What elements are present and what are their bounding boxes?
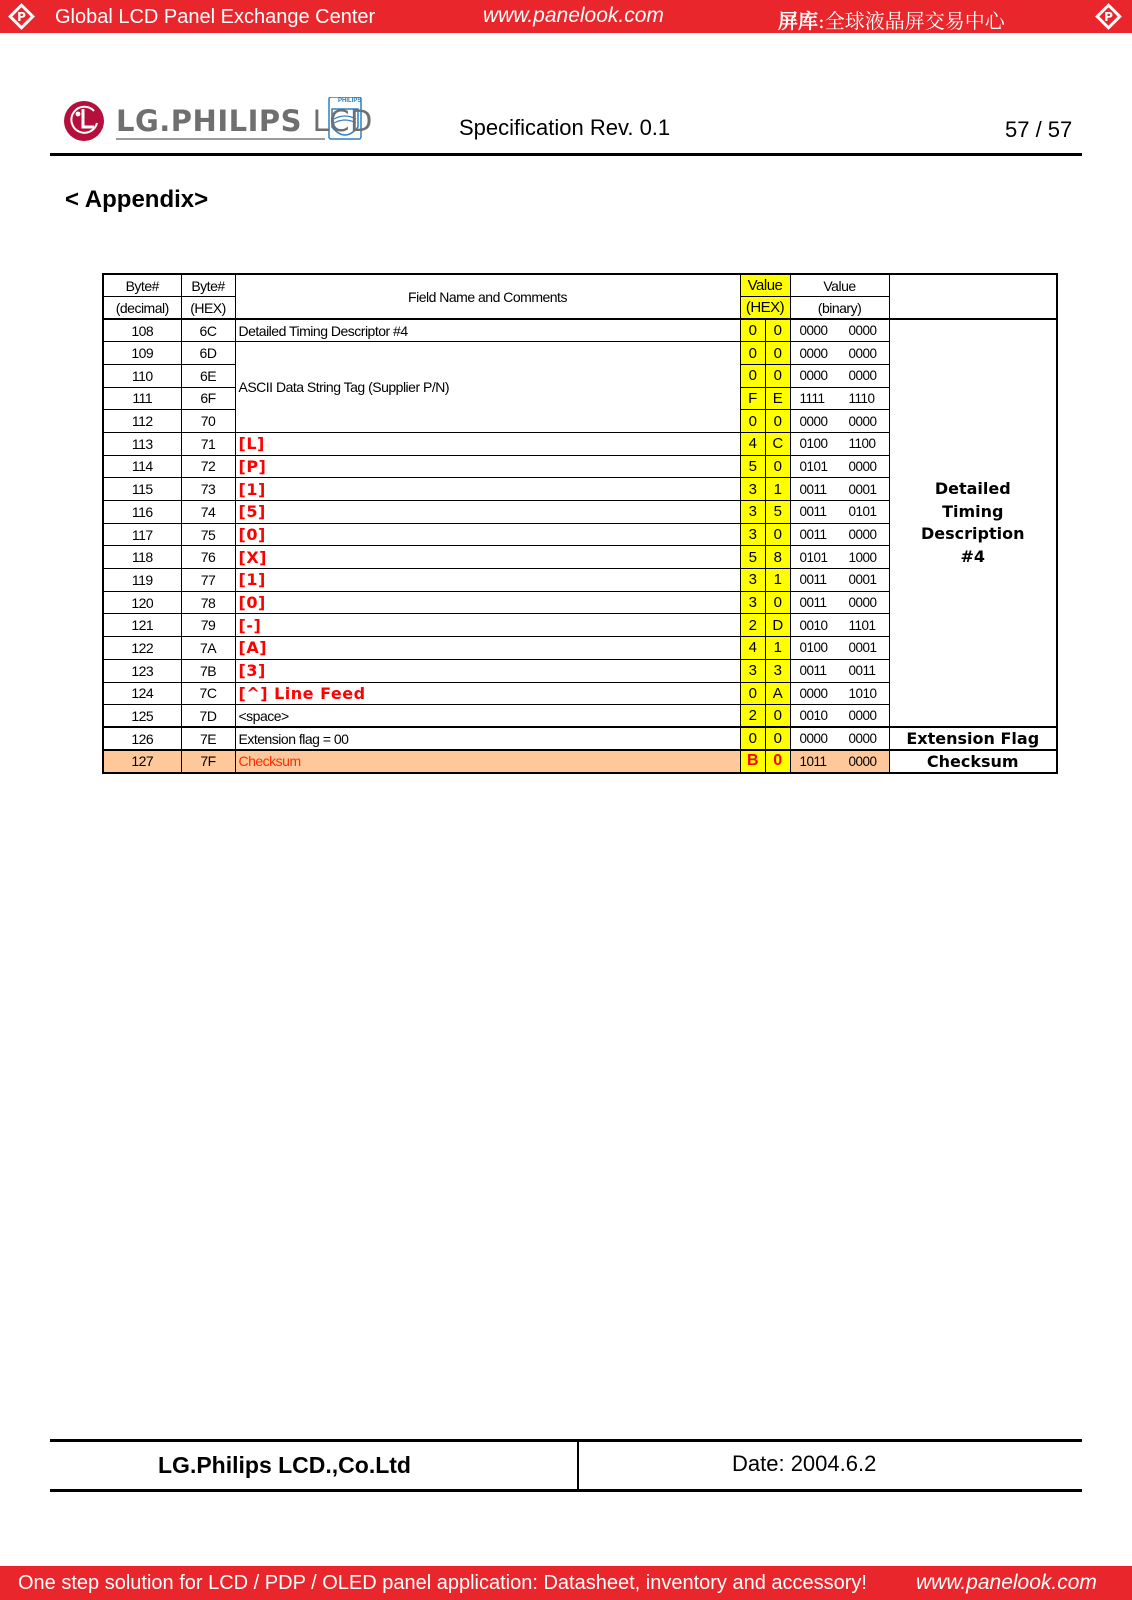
hex-low-nibble: 3: [765, 659, 790, 682]
byte-hex: 75: [181, 523, 235, 546]
byte-decimal: 126: [103, 727, 181, 750]
header-value-binary: Value: [790, 274, 889, 297]
binary-high: 0100: [799, 436, 828, 452]
philips-badge: PHILIPS: [338, 98, 362, 104]
byte-decimal: 122: [103, 637, 181, 660]
binary-low: 1110: [848, 390, 875, 406]
binary-value: [790, 637, 889, 660]
byte-hex: 6D: [181, 342, 235, 365]
field-name: Extension flag = 00: [235, 727, 740, 750]
binary-value: [790, 410, 889, 433]
byte-decimal: 124: [103, 682, 181, 705]
binary-low: 0000: [848, 323, 877, 339]
hex-high-nibble: 0: [740, 727, 765, 750]
byte-decimal: 114: [103, 455, 181, 478]
binary-value: [790, 501, 889, 524]
binary-high: 0101: [799, 549, 828, 565]
byte-hex: 7B: [181, 659, 235, 682]
byte-decimal: 120: [103, 591, 181, 614]
byte-decimal: 125: [103, 705, 181, 728]
hex-high-nibble: 3: [740, 478, 765, 501]
brand-suffix: LCD: [312, 104, 373, 138]
hex-low-nibble: 1: [765, 569, 790, 592]
binary-low: 0011: [848, 663, 876, 679]
banner-brand: 屏库: [778, 9, 818, 33]
field-name-ascii-char: [P]: [235, 455, 740, 478]
binary-low: 1010: [848, 685, 877, 701]
hex-high-nibble: 5: [740, 455, 765, 478]
binary-high: 0101: [799, 458, 828, 474]
field-name: Detailed Timing Descriptor #4: [235, 319, 740, 342]
footer-column-divider: [577, 1440, 579, 1491]
byte-decimal: 117: [103, 523, 181, 546]
hex-low-nibble: 0: [765, 591, 790, 614]
byte-hex: 7F: [181, 750, 235, 773]
binary-low: 0101: [848, 504, 877, 520]
binary-low: 0000: [848, 708, 877, 724]
hex-low-nibble: 0: [765, 750, 790, 773]
hex-high-nibble: 3: [740, 501, 765, 524]
group-checksum: Checksum: [889, 750, 1057, 773]
header-value-hex-unit: (HEX): [740, 297, 790, 320]
binary-high: 0011: [799, 481, 827, 497]
binary-low: 0000: [848, 413, 877, 429]
section-title: < Appendix>: [65, 186, 209, 213]
binary-value: [790, 705, 889, 728]
table-row-checksum: [103, 750, 1057, 773]
hex-low-nibble: E: [765, 387, 790, 410]
binary-low: 0001: [848, 572, 877, 588]
hex-high-nibble: 0: [740, 319, 765, 342]
field-name-ascii-char: [1]: [235, 478, 740, 501]
byte-decimal: 123: [103, 659, 181, 682]
footer-company: LG.Philips LCD.,Co.Ltd: [158, 1452, 411, 1478]
bottom-banner: [0, 1566, 1132, 1600]
binary-high: 0011: [799, 504, 827, 520]
binary-low: 0000: [848, 345, 877, 361]
byte-hex: 78: [181, 591, 235, 614]
binary-low: 0001: [848, 640, 877, 656]
hex-low-nibble: 1: [765, 637, 790, 660]
field-name-ascii-char: [L]: [235, 432, 740, 455]
byte-decimal: 113: [103, 432, 181, 455]
binary-low: 0000: [848, 595, 877, 611]
group-label-line: Description: [921, 524, 1025, 544]
field-name-ascii-char: [^] Line Feed: [235, 682, 740, 705]
field-name-ascii-tag: ASCII Data String Tag (Supplier P/N): [235, 342, 740, 433]
group-extension-flag: Extension Flag: [889, 727, 1057, 750]
hex-high-nibble: 0: [740, 342, 765, 365]
binary-high: 1011: [799, 753, 827, 769]
group-label-line: Timing: [942, 501, 1004, 521]
group-label-line: #4: [960, 546, 986, 566]
byte-hex: 73: [181, 478, 235, 501]
field-name-ascii-char: [3]: [235, 659, 740, 682]
header-value-binary-unit: (binary): [790, 297, 889, 320]
byte-decimal: 110: [103, 364, 181, 387]
byte-decimal: 118: [103, 546, 181, 569]
logo-underline: [116, 138, 325, 140]
binary-value: [790, 342, 889, 365]
binary-low: 1000: [848, 549, 877, 565]
table-row: [103, 727, 1057, 750]
binary-high: 0000: [799, 368, 828, 384]
binary-high: 0000: [799, 731, 828, 747]
byte-decimal: 127: [103, 750, 181, 773]
binary-value: [790, 569, 889, 592]
brand-name: LG.PHILIPS: [116, 104, 303, 138]
field-name-ascii-char: [-]: [235, 614, 740, 637]
hex-low-nibble: 0: [765, 705, 790, 728]
hex-low-nibble: 0: [765, 342, 790, 365]
bottom-banner-text: One step solution for LCD / PDP / OLED panel application: Datasheet, inventory and accessory!: [18, 1572, 867, 1594]
header-divider: [50, 153, 1082, 156]
lg-philips-wordmark: [116, 104, 373, 138]
hex-low-nibble: 1: [765, 478, 790, 501]
group-detailed-timing: [889, 319, 1057, 727]
hex-low-nibble: 0: [765, 455, 790, 478]
byte-hex: 70: [181, 410, 235, 433]
byte-hex: 71: [181, 432, 235, 455]
byte-decimal: 112: [103, 410, 181, 433]
byte-hex: 74: [181, 501, 235, 524]
hex-high-nibble: 0: [740, 364, 765, 387]
footer-date: Date: 2004.6.2: [732, 1451, 877, 1476]
byte-hex: 72: [181, 455, 235, 478]
hex-low-nibble: 0: [765, 523, 790, 546]
field-name-ascii-char: [0]: [235, 591, 740, 614]
binary-value: [790, 432, 889, 455]
spec-title: Specification Rev. 0.1: [459, 115, 671, 140]
binary-value: [790, 659, 889, 682]
hex-high-nibble: 3: [740, 659, 765, 682]
hex-high-nibble: 5: [740, 546, 765, 569]
byte-hex: 76: [181, 546, 235, 569]
binary-low: 0000: [848, 731, 877, 747]
hex-low-nibble: 5: [765, 501, 790, 524]
header-byte-hex: Byte#: [181, 274, 235, 297]
byte-decimal: 116: [103, 501, 181, 524]
hex-low-nibble: 0: [765, 727, 790, 750]
hex-high-nibble: 3: [740, 569, 765, 592]
binary-low: 0000: [848, 368, 877, 384]
binary-value: [790, 682, 889, 705]
binary-value: [790, 591, 889, 614]
group-label-line: Detailed: [934, 479, 1011, 499]
hex-high-nibble: 0: [740, 682, 765, 705]
binary-high: 0010: [799, 617, 828, 633]
byte-hex: 6C: [181, 319, 235, 342]
byte-decimal: 121: [103, 614, 181, 637]
header-byte-hex-unit: (HEX): [181, 297, 235, 320]
panelook-logo-icon: [8, 3, 35, 30]
svg-text:P: P: [1104, 10, 1113, 24]
table-header-row: [103, 274, 1057, 297]
hex-high-nibble: 2: [740, 614, 765, 637]
binary-high: 0010: [799, 708, 828, 724]
hex-high-nibble: F: [740, 387, 765, 410]
binary-high: 0011: [799, 527, 827, 543]
hex-low-nibble: 0: [765, 364, 790, 387]
page-number: 57 / 57: [1005, 117, 1073, 142]
field-name-ascii-char: [5]: [235, 501, 740, 524]
field-name: Checksum: [235, 750, 740, 773]
byte-hex: 7E: [181, 727, 235, 750]
hex-high-nibble: 3: [740, 523, 765, 546]
header-byte-decimal: Byte#: [103, 274, 181, 297]
binary-high: 0000: [799, 685, 828, 701]
panelook-logo-icon: [1095, 3, 1122, 30]
hex-high-nibble: 3: [740, 591, 765, 614]
binary-low: 0000: [848, 527, 877, 543]
binary-low: 0000: [848, 753, 877, 769]
header-field-name: Field Name and Comments: [235, 274, 740, 319]
banner-brand-tagline: :全球液晶屏交易中心: [818, 9, 1005, 33]
binary-value: [790, 750, 889, 773]
binary-high: 0000: [799, 323, 828, 339]
binary-value: [790, 387, 889, 410]
header-group-blank: [889, 274, 1057, 319]
field-name-ascii-char: [A]: [235, 637, 740, 660]
binary-value: [790, 478, 889, 501]
byte-decimal: 109: [103, 342, 181, 365]
top-banner: [0, 0, 1132, 33]
byte-hex: 77: [181, 569, 235, 592]
footer-divider-top: [50, 1439, 1082, 1442]
table-row: [103, 319, 1057, 342]
edid-table: [102, 273, 1058, 774]
banner-url-link[interactable]: www.panelook.com: [483, 4, 664, 27]
banner-left-text: Global LCD Panel Exchange Center: [55, 6, 376, 28]
field-name-ascii-char: [0]: [235, 523, 740, 546]
hex-low-nibble: 0: [765, 319, 790, 342]
binary-value: [790, 455, 889, 478]
hex-high-nibble: 2: [740, 705, 765, 728]
binary-value: [790, 364, 889, 387]
hex-high-nibble: B: [740, 750, 765, 773]
binary-high: 0011: [799, 663, 827, 679]
banner-right-text: [778, 5, 1005, 34]
binary-value: [790, 546, 889, 569]
binary-high: 0011: [799, 572, 827, 588]
hex-low-nibble: C: [765, 432, 790, 455]
header-byte-decimal-unit: (decimal): [103, 297, 181, 320]
binary-high: 1111: [799, 390, 825, 406]
byte-hex: 79: [181, 614, 235, 637]
binary-high: 0000: [799, 345, 828, 361]
svg-text:P: P: [17, 10, 26, 24]
binary-high: 0011: [799, 595, 827, 611]
hex-high-nibble: 4: [740, 432, 765, 455]
byte-decimal: 115: [103, 478, 181, 501]
byte-decimal: 108: [103, 319, 181, 342]
hex-low-nibble: A: [765, 682, 790, 705]
hex-low-nibble: 8: [765, 546, 790, 569]
binary-value: [790, 523, 889, 546]
binary-low: 0001: [848, 481, 877, 497]
hex-high-nibble: 0: [740, 410, 765, 433]
field-name: <space>: [235, 705, 740, 728]
bottom-banner-url-link[interactable]: www.panelook.com: [916, 1571, 1097, 1594]
binary-low: 1101: [848, 617, 876, 633]
binary-value: [790, 319, 889, 342]
header-value-hex: Value: [740, 274, 790, 297]
binary-value: [790, 614, 889, 637]
binary-low: 1100: [848, 436, 876, 452]
hex-high-nibble: 4: [740, 637, 765, 660]
hex-low-nibble: 0: [765, 410, 790, 433]
byte-hex: 6F: [181, 387, 235, 410]
hex-low-nibble: D: [765, 614, 790, 637]
field-name-ascii-char: [1]: [235, 569, 740, 592]
byte-hex: 6E: [181, 364, 235, 387]
field-name-ascii-char: [X]: [235, 546, 740, 569]
binary-high: 0100: [799, 640, 828, 656]
byte-hex: 7A: [181, 637, 235, 660]
byte-decimal: 111: [103, 387, 181, 410]
binary-high: 0000: [799, 413, 828, 429]
binary-low: 0000: [848, 458, 877, 474]
byte-hex: 7D: [181, 705, 235, 728]
byte-decimal: 119: [103, 569, 181, 592]
byte-hex: 7C: [181, 682, 235, 705]
footer-divider-bottom: [50, 1489, 1082, 1492]
binary-value: [790, 727, 889, 750]
